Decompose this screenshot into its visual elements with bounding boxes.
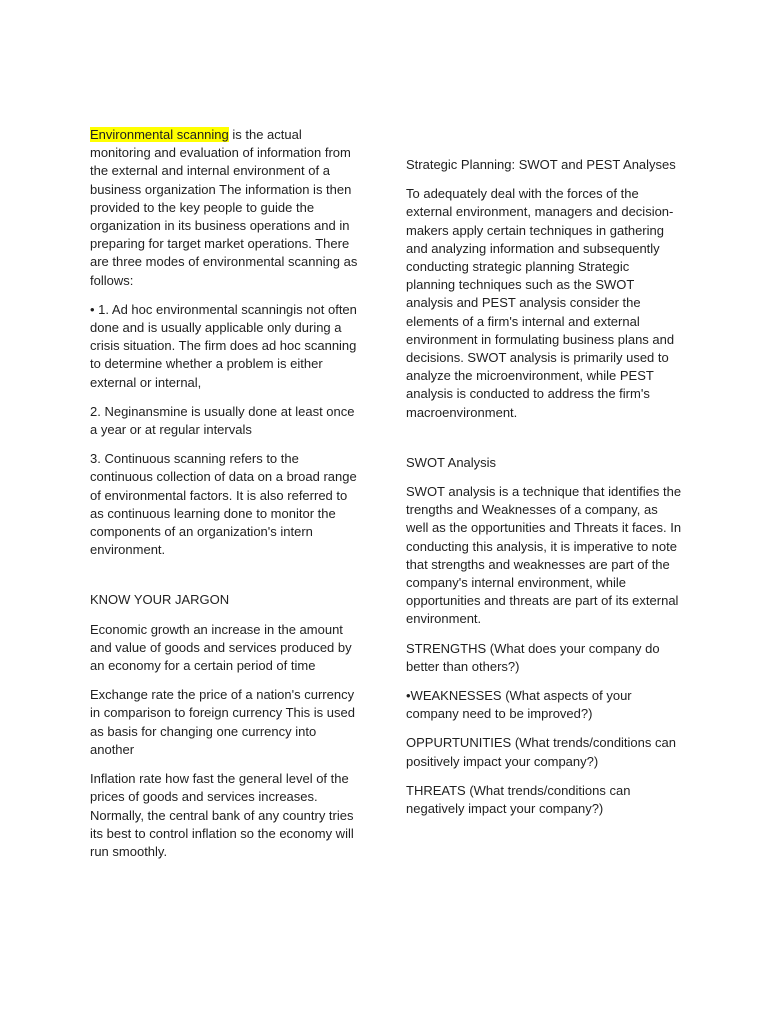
strategic-planning-paragraph: To adequately deal with the forces of the external environment, managers and decision-makers apply certain techniques in gathering and analyzing information and subsequently conducting strategic planning Strategic planning techniques such as the SWOT analysis and PEST analysis consider the elements of a firm's internal and external environment in formulating business plans and decisions. SWOT analysis is primarily used to analyze the microenvironment, while PEST analysis is conducted to address the firm's macroenvironment. <box>406 186 675 420</box>
mode-ad-hoc: • 1. Ad hoc environmental scanningis not often done and is usually applicable only during a crisis situation. The firm does ad hoc scanning to determine whether a problem is either external or internal, <box>90 301 357 390</box>
left-column <box>90 126 362 872</box>
jargon-inflation-rate: Inflation rate how fast the general level of the prices of goods and services increases. Normally, the central bank of any country tries its best to control inflation so the economy will run smoothly. <box>90 771 354 859</box>
swot-weaknesses: •WEAKNESSES (What aspects of your company need to be improved?) <box>406 688 632 722</box>
swot-strengths: STRENGTHS (What does your company do better than others?) <box>406 640 660 674</box>
jargon-exchange-rate: Exchange rate the price of a nation's currency in comparison to foreign currency This is used as basis for changing one currency into another <box>90 687 355 757</box>
right-column <box>406 156 682 829</box>
highlighted-term: Environmental scanning <box>90 127 229 142</box>
swot-threats: THREATS (What trends/conditions can negatively impact your company?) <box>406 782 631 817</box>
swot-opportunities: OPPURTUNITIES (What trends/conditions can positively impact your company?) <box>406 735 676 769</box>
strategic-planning-heading: Strategic Planning: SWOT and PEST Analyses <box>406 157 676 172</box>
intro-paragraph <box>90 126 362 290</box>
jargon-heading: KNOW YOUR JARGON <box>90 592 230 608</box>
mode-regular: 2. Neginansmine is usually done at least once a year or at regular intervals <box>90 403 355 438</box>
mode-continuous: 3. Continuous scanning refers to the continuous collection of data on a broad range of environmental factors. It is also referred to as continuous learning done to monitor the components of an organization's intern environment. <box>90 451 357 558</box>
swot-paragraph: SWOT analysis is a technique that identifies the trengths and Weaknesses of a company, as well as the opportunities and Threats it faces. In conducting this analysis, it is imperative to note that strengths and weaknesses are part of the company's internal environment, while opportunities and threats are part of its external environment. <box>406 484 682 627</box>
swot-heading: SWOT Analysis <box>406 454 497 470</box>
jargon-economic-growth: Economic growth an increase in the amount and value of goods and services produced by an economy for a certain period of time <box>90 621 352 674</box>
intro-text: is the actual monitoring and evaluation of information from the external and internal environment of a business organization The information is then provided to the key people to guide the organization in its business operations and in preparing for target market operations. There are three modes of environmental scanning as follows: <box>90 127 358 288</box>
